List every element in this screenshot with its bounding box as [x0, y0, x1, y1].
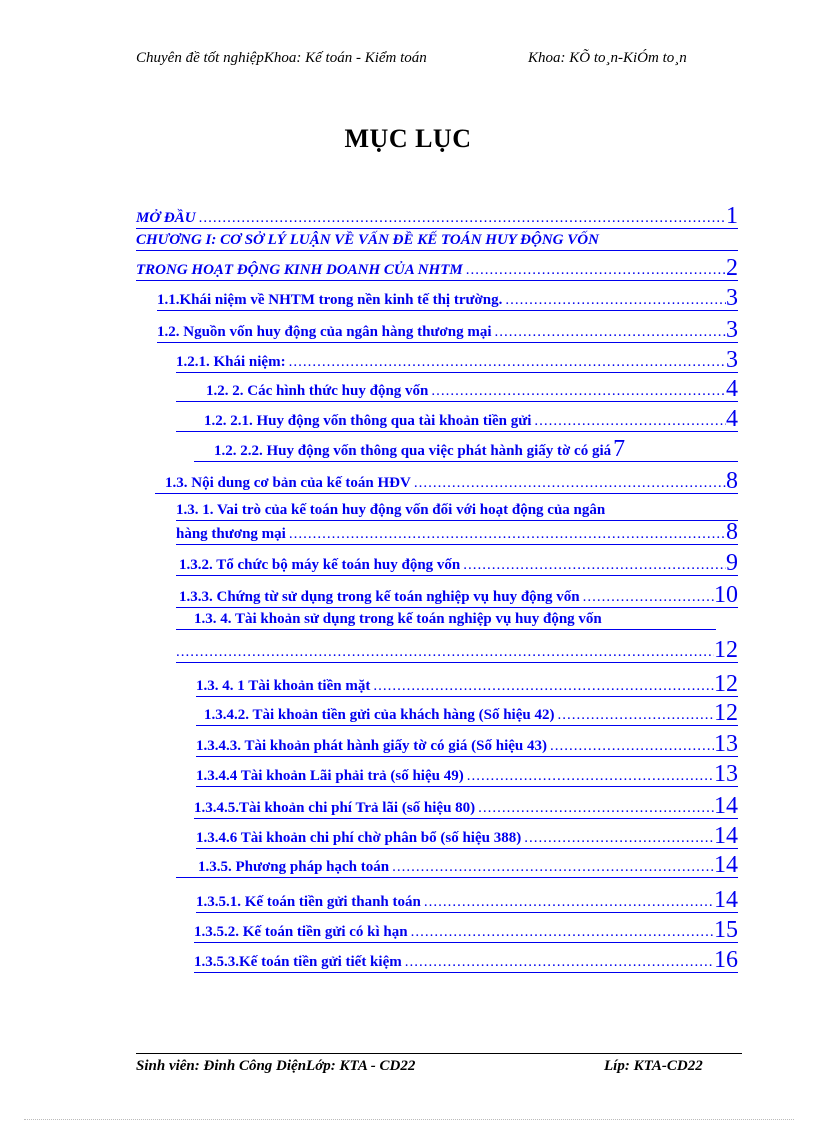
- toc-page-number: 14: [714, 852, 738, 878]
- toc-link[interactable]: [196, 672, 738, 697]
- toc-entry-text: 1.3. 1. Vai trò của kế toán huy động vốn đối với hoạt động của ngân: [176, 502, 606, 518]
- toc-link[interactable]: [136, 204, 738, 229]
- toc-page-number: 14: [714, 793, 738, 819]
- toc-leader-dots: [405, 953, 714, 972]
- toc-leader-dots: [289, 525, 726, 544]
- toc-page-number: 3: [726, 285, 738, 311]
- toc-link[interactable]: [194, 438, 738, 462]
- toc-page-number: 4: [726, 376, 738, 402]
- toc-entry-text: 1.3.5.2. Kế toán tiền gửi có kì hạn: [194, 924, 408, 940]
- toc-link[interactable]: [176, 348, 738, 373]
- toc-leader-dots: [557, 706, 714, 725]
- toc-entry-text: CHƯƠNG I: CƠ SỞ LÝ LUẬN VỀ VẤN ĐỀ KẾ TOÁN HUY ĐỘNG VỐN: [136, 232, 599, 248]
- toc-leader-dots: [495, 323, 727, 342]
- toc-link[interactable]: [194, 794, 738, 819]
- toc-page-number: 14: [714, 887, 738, 913]
- toc-page-number: 1: [726, 203, 738, 229]
- toc-entry-text: 1.3.5.3.Kế toán tiền gửi tiết kiệm: [194, 954, 402, 970]
- toc-entry-text: 1.3.4.6 Tài khoản chi phí chờ phân bổ (số hiệu 388): [196, 830, 522, 846]
- toc-link[interactable]: [176, 584, 738, 608]
- toc-link[interactable]: [196, 888, 738, 913]
- page-footer: [136, 1058, 736, 1078]
- toc-entry-text: 1.3. 4. 1 Tài khoản tiền mặt: [196, 678, 371, 694]
- page-header: [136, 50, 736, 70]
- toc-leader-dots: [534, 412, 726, 431]
- toc-link[interactable]: [176, 378, 738, 402]
- toc-page-number: 8: [726, 468, 738, 494]
- toc-page-number: 12: [714, 671, 738, 697]
- toc-link[interactable]: [196, 824, 738, 849]
- toc-leader-dots: [411, 923, 714, 942]
- toc-entry-text: 1.3.5.1. Kế toán tiền gửi thanh toán: [196, 894, 421, 910]
- footer-divider: [136, 1053, 742, 1054]
- header-right-text: Khoa: KÕ to¸n-KiÓm to¸n: [528, 50, 687, 66]
- toc-leader-dots: [289, 353, 726, 372]
- toc-page-number: 4: [726, 406, 738, 432]
- toc-entry-text: 1.3.5. Phương pháp hạch toán: [198, 859, 390, 875]
- toc-page-number: 7: [613, 436, 626, 462]
- toc-link[interactable]: [176, 638, 738, 663]
- toc-link[interactable]: [136, 228, 738, 251]
- page-bottom-divider: [24, 1119, 794, 1120]
- toc-page-number: 9: [726, 550, 738, 576]
- toc-leader-dots: [550, 737, 714, 756]
- header-left-text: Chuyên đề tốt nghiệpKhoa: Kế toán - Kiểm toán: [136, 50, 427, 66]
- toc-entry-text: 1.3.2. Tổ chức bộ máy kế toán huy động vốn: [179, 557, 461, 573]
- toc-link[interactable]: [136, 256, 738, 281]
- toc-link[interactable]: [157, 286, 738, 311]
- toc-page-number: 12: [714, 700, 738, 726]
- toc-leader-dots: [431, 382, 726, 401]
- toc-entry-text: 1.3. Nội dung cơ bản của kế toán HĐV: [165, 475, 411, 491]
- toc-entry-text: 1.3. 4. Tài khoản sử dụng trong kế toán nghiệp vụ huy động vốn: [194, 611, 602, 627]
- toc-page-number: 12: [714, 637, 738, 663]
- toc-page-number: 2: [726, 255, 738, 281]
- toc-entry-text: 1.2. 2. Các hình thức huy động vốn: [206, 383, 429, 399]
- toc-link[interactable]: [157, 318, 738, 343]
- toc-link[interactable]: [176, 520, 738, 545]
- toc-link[interactable]: [176, 552, 738, 576]
- toc-link[interactable]: [176, 854, 738, 878]
- toc-entry-text: TRONG HOẠT ĐỘNG KINH DOANH CỦA NHTM: [136, 262, 463, 278]
- toc-leader-dots: [392, 858, 714, 877]
- toc-entry-text: 1.3.4.3. Tài khoản phát hành giấy tờ có giá (Số hiệu 43): [196, 738, 548, 754]
- toc-link[interactable]: [196, 762, 738, 787]
- toc-link[interactable]: [194, 918, 738, 943]
- toc-entry-text: 1.1.Khái niệm về NHTM trong nền kinh tế thị trường.: [157, 292, 503, 308]
- toc-page-number: 8: [726, 519, 738, 545]
- toc-link[interactable]: [176, 408, 738, 432]
- page-title: MỤC LỤC: [344, 124, 472, 153]
- footer-left-text: Sinh viên: Đinh Công DiệnLớp: KTA - CD22: [136, 1058, 416, 1074]
- toc-leader-dots: [583, 588, 714, 607]
- toc-leader-dots: [466, 261, 726, 280]
- toc-entry-text: 1.2. Nguồn vốn huy động của ngân hàng thương mại: [157, 324, 492, 340]
- toc-entry-text: 1.3.3. Chứng từ sử dụng trong kế toán nghiệp vụ huy động vốn: [179, 589, 580, 605]
- toc-leader-dots: [373, 677, 714, 696]
- toc-page-number: 15: [714, 917, 738, 943]
- toc-link[interactable]: [176, 608, 716, 630]
- toc-entry-text: 1.3.4.5.Tài khoản chi phí Trả lãi (số hiệu 80): [194, 800, 476, 816]
- toc-leader-dots: [414, 474, 726, 493]
- toc-leader-dots: [199, 209, 726, 228]
- toc-leader-dots: [467, 767, 714, 786]
- toc-entry-text: 1.2. 2.2. Huy động vốn thông qua việc phát hành giấy tờ có giá: [214, 443, 612, 459]
- toc-entry-text: 1.3.4.4 Tài khoản Lãi phải trả (số hiệu 49): [196, 768, 464, 784]
- toc-entry-text: 1.3.4.2. Tài khoản tiền gửi của khách hàng (Số hiệu 42): [204, 707, 555, 723]
- toc-link[interactable]: [194, 948, 738, 973]
- toc-leader-dots: [505, 291, 726, 310]
- toc-leader-dots: [176, 643, 714, 662]
- toc-page-number: 16: [714, 947, 738, 973]
- toc-page-number: 13: [714, 761, 738, 787]
- toc-link[interactable]: [196, 732, 738, 757]
- toc-page-number: 3: [726, 317, 738, 343]
- toc-page-number: 10: [714, 582, 738, 608]
- toc-link[interactable]: [155, 470, 738, 494]
- toc-page-number: 3: [726, 347, 738, 373]
- toc-leader-dots: [424, 893, 714, 912]
- toc-link[interactable]: [176, 498, 738, 521]
- toc-entry-text: 1.2. 2.1. Huy động vốn thông qua tài khoản tiền gửi: [204, 413, 532, 429]
- toc-link[interactable]: [196, 702, 738, 726]
- toc-entry-text: hàng thương mại: [176, 526, 286, 542]
- toc-leader-dots: [463, 556, 726, 575]
- toc-leader-dots: [478, 799, 714, 818]
- footer-right-text: Líp: KTA-CD22: [604, 1058, 703, 1074]
- toc-page-number: 13: [714, 731, 738, 757]
- toc-leader-dots: [524, 829, 714, 848]
- toc-entry-text: 1.2.1. Khái niệm:: [176, 354, 286, 370]
- toc-page-number: 14: [714, 823, 738, 849]
- toc-entry-text: MỞ ĐẦU: [136, 210, 196, 226]
